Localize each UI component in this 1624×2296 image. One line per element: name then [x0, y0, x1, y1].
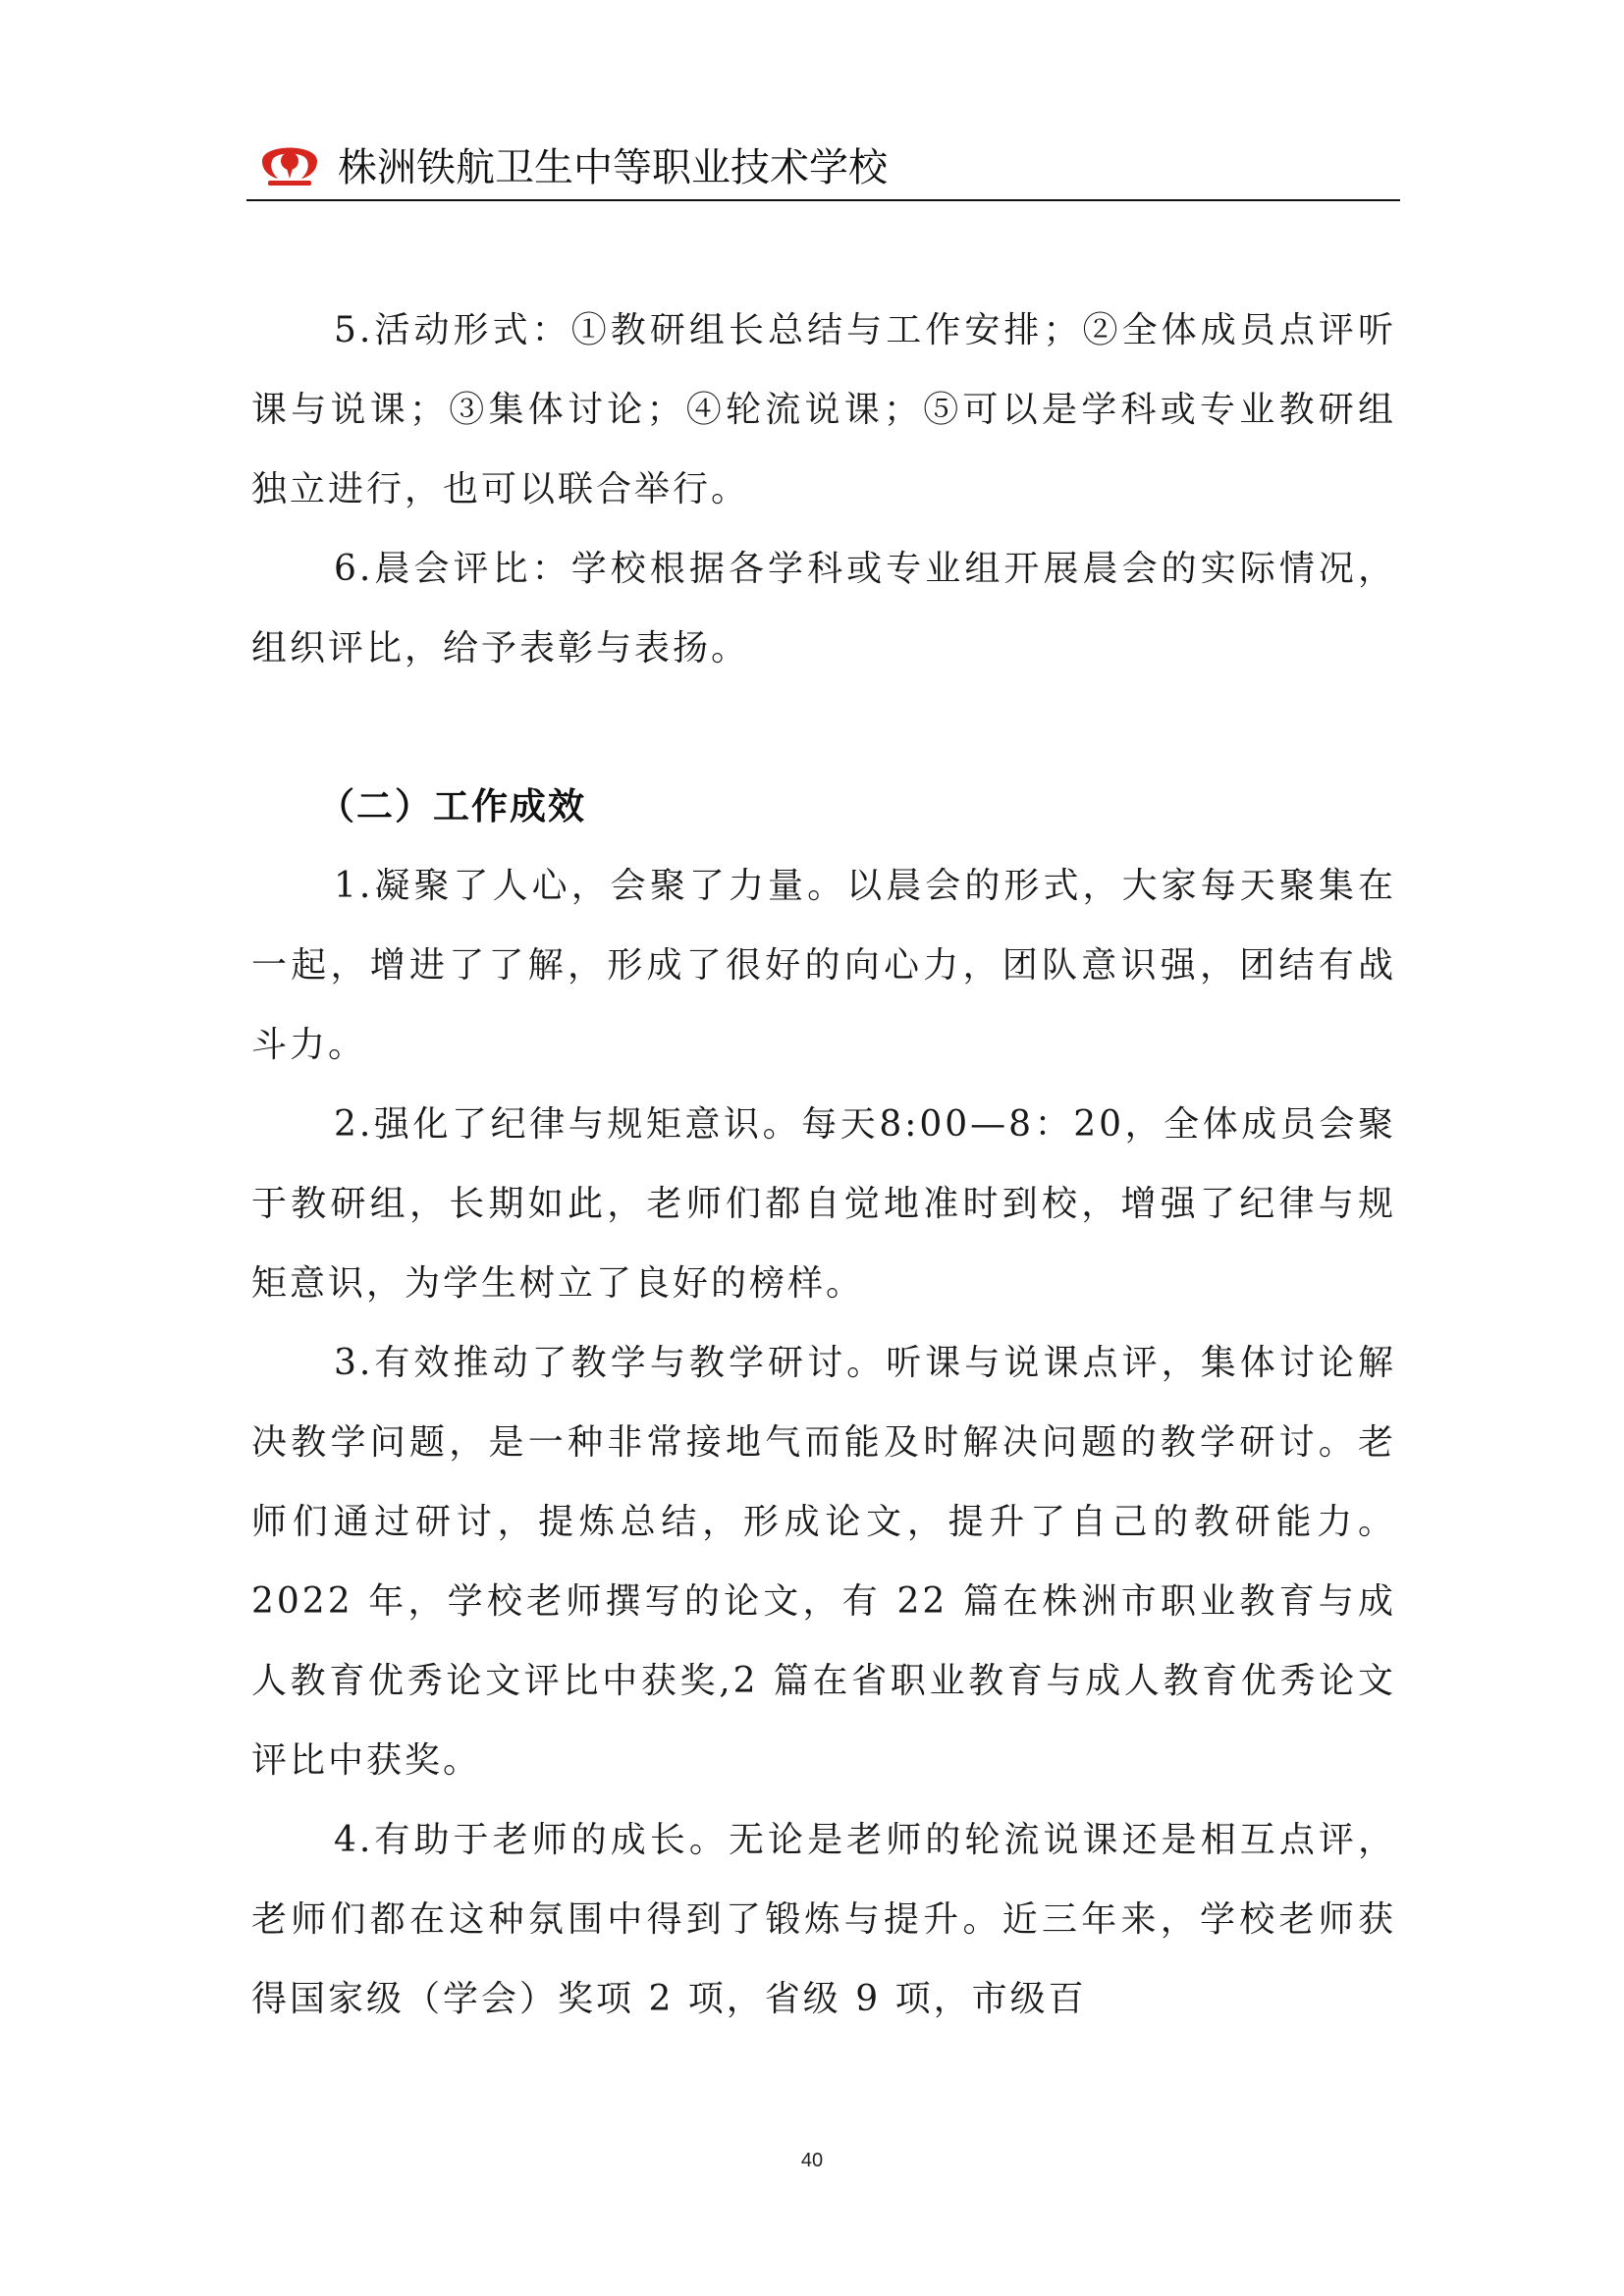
section-heading: （二）工作成效: [318, 785, 586, 828]
header-divider: [246, 199, 1400, 201]
school-emblem-icon: [256, 135, 323, 190]
paragraph-morning-meeting-evaluation: 6.晨会评比：学校根据各学科或专业组开展晨会的实际情况，组织评比，给予表彰与表扬。: [251, 549, 1396, 668]
page-number: 40: [800, 2150, 824, 2171]
paragraph-activity-format: 5.活动形式：①教研组长总结与工作安排；②全体成员点评听课与说课；③集体讨论；④轮流说课；⑤可以是学科或专业教研组独立进行，也可以联合举行。: [251, 310, 1396, 509]
paragraph-effect-3: 3.有效推动了教学与教学研讨。听课与说课点评，集体讨论解决教学问题，是一种非常接地气而能及时解决问题的教学研讨。老师们通过研讨，提炼总结，形成论文，提升了自己的教研能力。2022 年，学校老师撰写的论文，有 22 篇在株洲市职业教育与成人教育优秀论文评比中获奖,2 篇在省职业教育与成人教育优秀论文评比中获奖。: [251, 1343, 1396, 1781]
paragraph-effect-4: 4.有助于老师的成长。无论是老师的轮流说课还是相互点评，老师们都在这种氛围中得到了锻炼与提升。近三年来，学校老师获得国家级（学会）奖项 2 项，省级 9 项，市级百: [251, 1820, 1396, 2019]
school-name: 株洲铁航卫生中等职业技术学校: [338, 145, 888, 190]
page-header: [246, 128, 1400, 204]
paragraph-effect-2: 2.强化了纪律与规矩意识。每天8:00—8：20，全体成员会聚于教研组，长期如此，老师们都自觉地准时到校，增强了纪律与规矩意识，为学生树立了良好的榜样。: [251, 1104, 1396, 1304]
paragraph-effect-1: 1.凝聚了人心，会聚了力量。以晨会的形式，大家每天聚集在一起，增进了了解，形成了很好的向心力，团队意识强，团结有战斗力。: [251, 866, 1396, 1065]
